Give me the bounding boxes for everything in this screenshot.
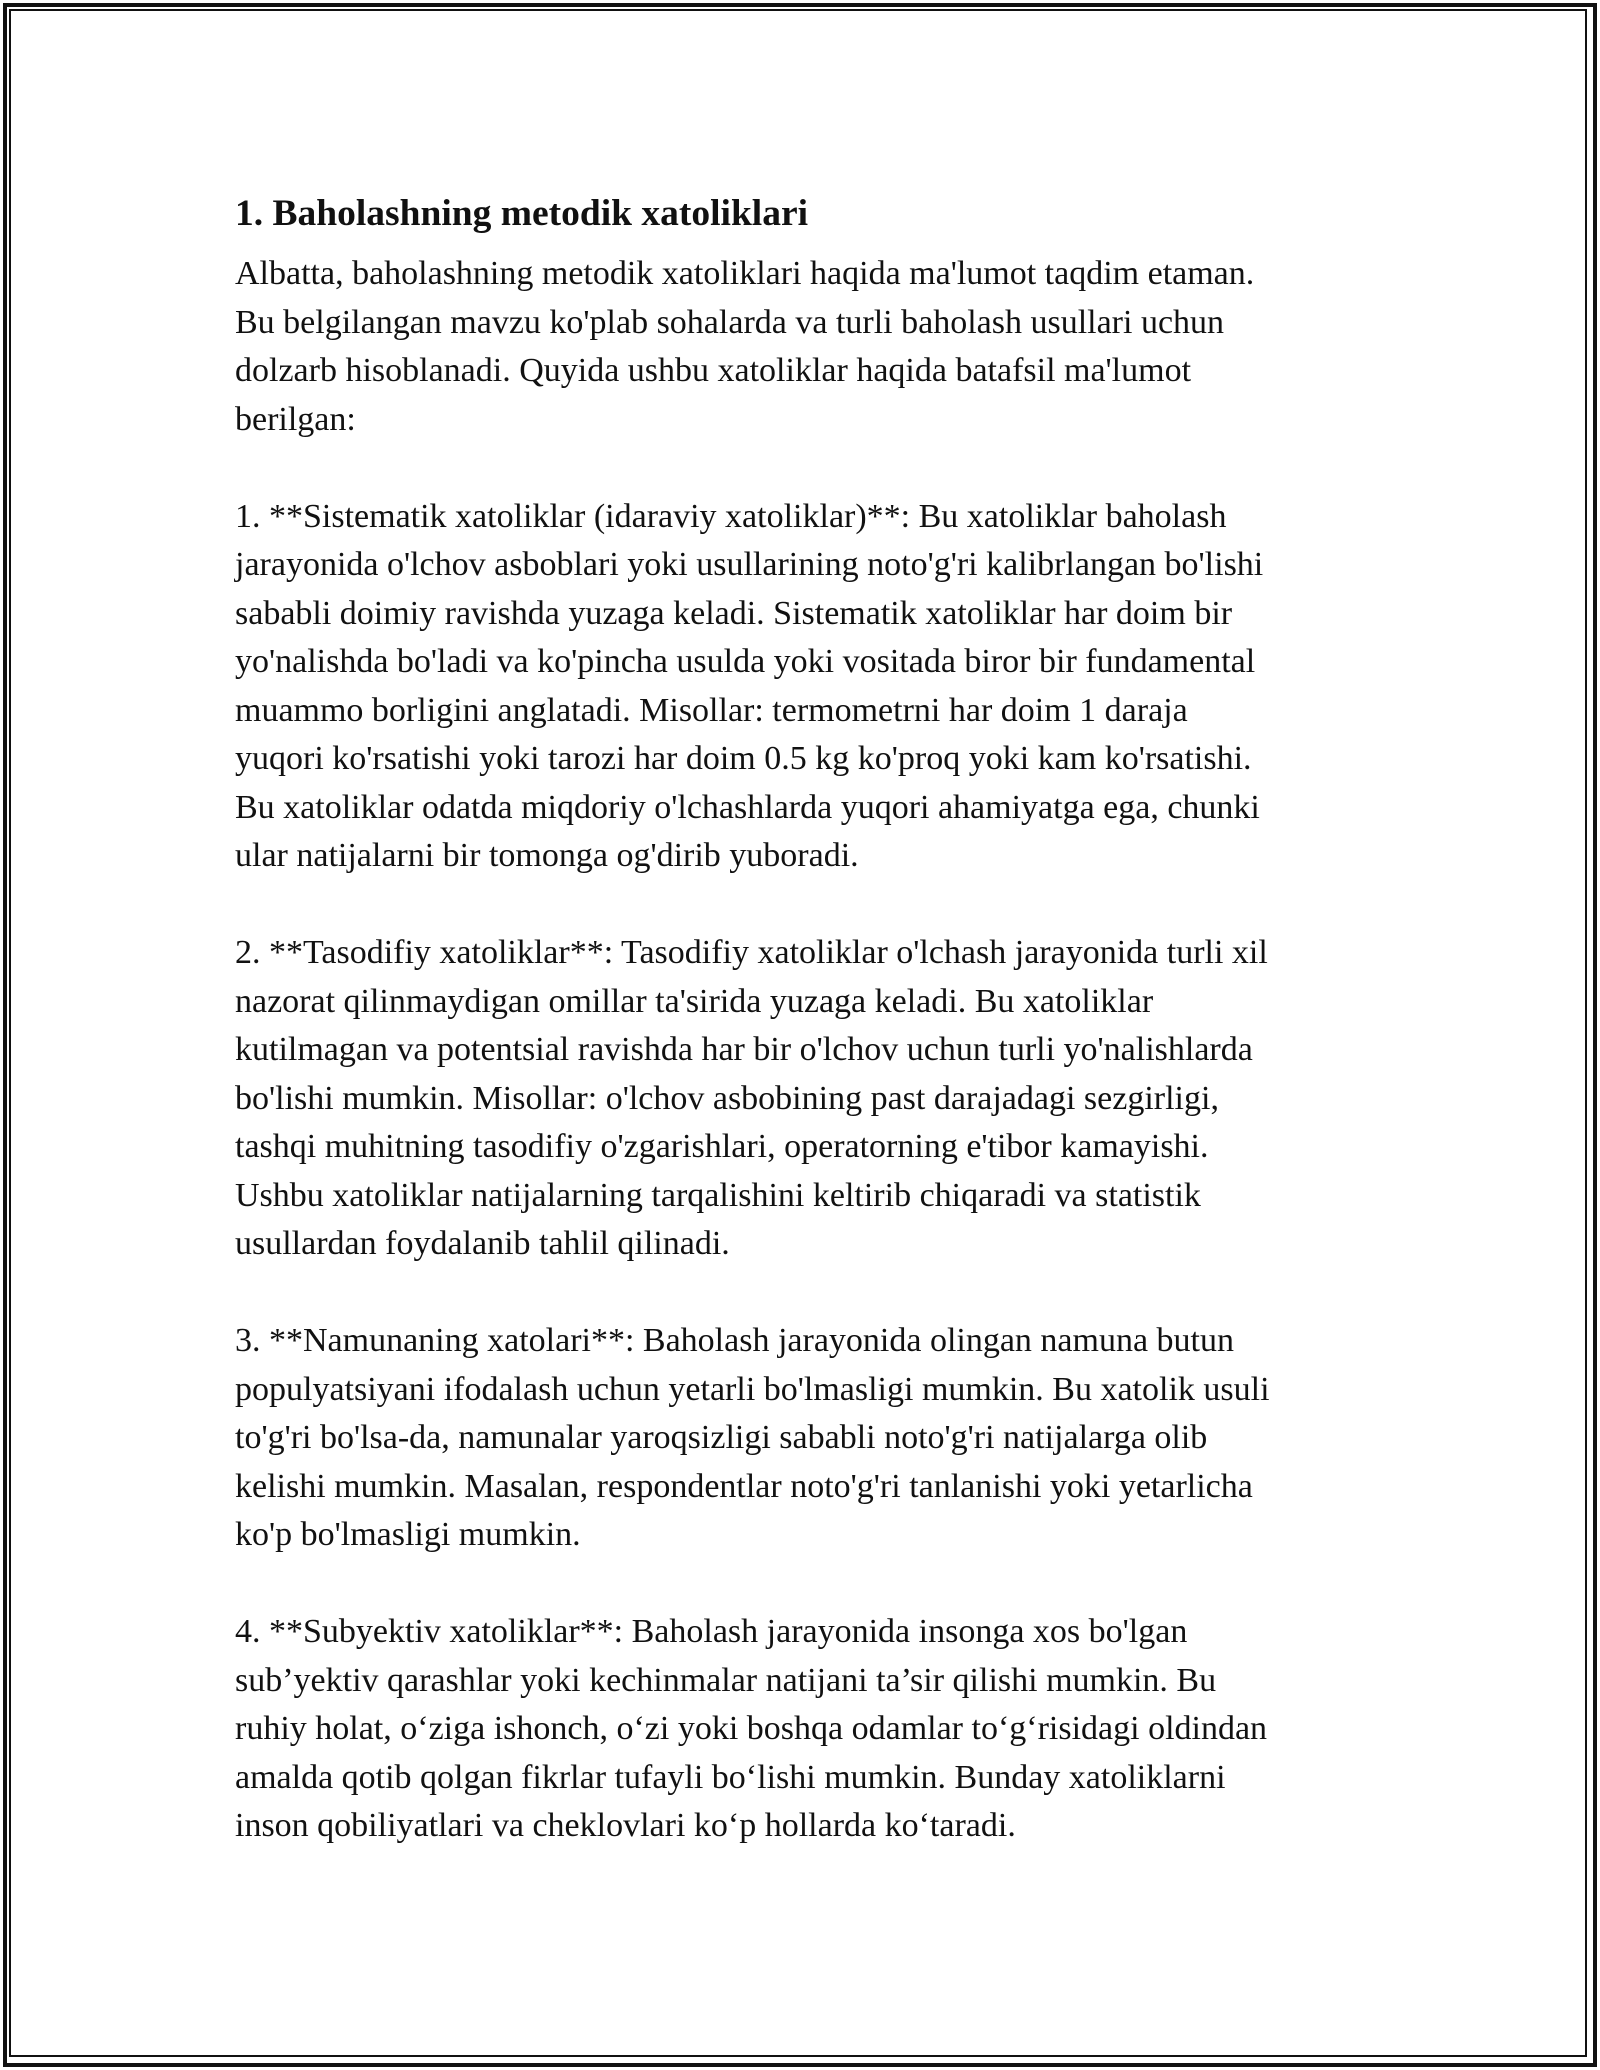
paragraph-spacer xyxy=(235,444,1375,493)
paragraph-line: 2. **Tasodifiy xatoliklar**: Tasodifiy xatoliklar o'lchash jarayonida turli xil xyxy=(235,934,1268,971)
paragraph-line: ko'p bo'lmasligi mumkin. xyxy=(235,1516,581,1553)
item-subjective-errors xyxy=(235,1608,1375,1851)
paragraph-line: populyatsiyani ifodalash uchun yetarli bo'lmasligi mumkin. Bu xatolik usuli xyxy=(235,1370,1270,1408)
paragraph-line: nazorat qilinmaydigan omillar ta'sirida yuzaga keladi. Bu xatoliklar xyxy=(235,982,1154,1020)
paragraph-line: kutilmagan va potentsial ravishda har bir o'lchov uchun turli yo'nalishlarda xyxy=(235,1031,1253,1068)
paragraph-spacer xyxy=(235,1560,1375,1609)
paragraph-line: amalda qotib qolgan fikrlar tufayli bo‘lishi mumkin. Bunday xatoliklarni xyxy=(235,1758,1226,1796)
paragraph-line: sub’yektiv qarashlar yoki kechinmalar natijani ta’sir qilishi mumkin. Bu xyxy=(235,1661,1217,1699)
paragraph-line: to'g'ri bo'lsa-da, namunalar yaroqsizligi sababli noto'g'ri natijalarga olib xyxy=(235,1419,1208,1456)
paragraph-line: 1. **Sistematik xatoliklar (idaraviy xatoliklar)**: Bu xatoliklar baholash xyxy=(235,497,1227,535)
paragraph-line: ular natijalarni bir tomonga og'dirib yuboradi. xyxy=(235,837,859,874)
document-body xyxy=(235,188,1375,1851)
paragraph-line: usullardan foydalanib tahlil qilinadi. xyxy=(235,1225,730,1262)
paragraph-line: Bu xatoliklar odatda miqdoriy o'lchashlarda yuqori ahamiyatga ega, chunki xyxy=(235,788,1260,826)
paragraph-line: inson qobiliyatlari va cheklovlari ko‘p hollarda ko‘taradi. xyxy=(235,1807,1016,1844)
paragraph-line: jarayonida o'lchov asboblari yoki usullarining noto'g'ri kalibrlangan bo'lishi xyxy=(235,546,1264,583)
paragraph-line: sababli doimiy ravishda yuzaga keladi. Sistematik xatoliklar har doim bir xyxy=(235,594,1233,632)
intro-paragraph xyxy=(235,250,1375,444)
paragraph-spacer xyxy=(235,881,1375,930)
paragraph-line: bo'lishi mumkin. Misollar: o'lchov asbobining past darajadagi sezgirligi, xyxy=(235,1079,1219,1117)
item-random-errors xyxy=(235,929,1375,1269)
paragraph-line: Bu belgilangan mavzu ko'plab sohalarda va turli baholash usullari uchun xyxy=(235,303,1225,341)
paragraph-line: berilgan: xyxy=(235,400,356,438)
paragraph-spacer xyxy=(235,1269,1375,1318)
paragraph-line: 4. **Subyektiv xatoliklar**: Baholash jarayonida insonga xos bo'lgan xyxy=(235,1613,1188,1650)
paragraph-line: Ushbu xatoliklar natijalarning tarqalishini keltirib chiqaradi va statistik xyxy=(235,1176,1201,1214)
paragraph-line: dolzarb hisoblanadi. Quyida ushbu xatoliklar haqida batafsil ma'lumot xyxy=(235,352,1192,389)
item-sampling-errors xyxy=(235,1317,1375,1560)
paragraph-line: kelishi mumkin. Masalan, respondentlar noto'g'ri tanlanishi yoki yetarlicha xyxy=(235,1467,1253,1505)
paragraph-line: yuqori ko'rsatishi yoki tarozi har doim 0.5 kg ko'proq yoki kam ko'rsatishi. xyxy=(235,740,1252,777)
section-heading: 1. Baholashning metodik xatoliklari xyxy=(235,193,809,234)
item-systematic-errors xyxy=(235,493,1375,881)
paragraph-line: ruhiy holat, o‘ziga ishonch, o‘zi yoki boshqa odamlar to‘g‘risidagi oldindan xyxy=(235,1710,1268,1747)
paragraph-line: muammo borligini anglatadi. Misollar: termometrni har doim 1 daraja xyxy=(235,691,1188,729)
paragraph-line: tashqi muhitning tasodifiy o'zgarishlari, operatorning e'tibor kamayishi. xyxy=(235,1128,1209,1165)
paragraph-line: yo'nalishda bo'ladi va ko'pincha usulda yoki vositada biror bir fundamental xyxy=(235,643,1256,680)
paragraph-line: Albatta, baholashning metodik xatoliklari haqida ma'lumot taqdim etaman. xyxy=(235,255,1255,292)
paragraph-line: 3. **Namunaning xatolari**: Baholash jarayonida olingan namuna butun xyxy=(235,1322,1234,1359)
